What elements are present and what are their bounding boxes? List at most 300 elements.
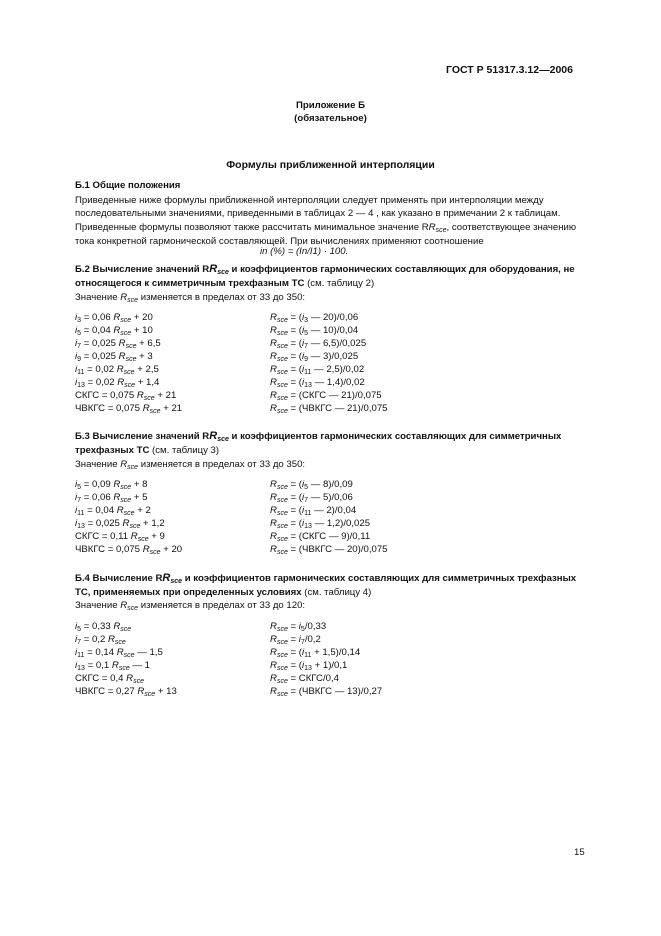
harmonic-order: 13: [304, 382, 312, 389]
offset: + 20: [131, 312, 153, 323]
formula-line: [270, 634, 382, 647]
sce-sub: sce: [123, 510, 135, 517]
var-symbol: i: [75, 325, 78, 336]
coef: = 0,04: [84, 505, 117, 516]
rhs: — 6,5)/0,025: [308, 338, 367, 349]
coef: = 0,1: [84, 660, 112, 671]
coef: = 0,06: [81, 312, 114, 323]
coef: = 0,4: [99, 673, 127, 684]
var-symbol: i: [301, 647, 305, 658]
b2-heading-a: Б.2 Вычисление значений R: [75, 264, 210, 275]
lhs: = (: [287, 338, 302, 349]
harmonic-order: 7: [77, 497, 82, 504]
r-symbol: R: [118, 351, 126, 362]
r-symbol: R: [270, 312, 277, 323]
r-symbol: R: [270, 621, 277, 632]
r-symbol: R: [142, 403, 150, 414]
rhs: — 10)/0,04: [308, 325, 359, 336]
b3-heading-b: и коэффициентов гармонических составляющих для симметричных трехфазных ТС: [75, 431, 562, 456]
harmonic-order: 7: [304, 497, 309, 504]
formula-line: [75, 647, 177, 660]
formula-in: [260, 246, 348, 257]
sce-sub: sce: [276, 665, 288, 672]
var-symbol: i: [75, 660, 78, 671]
coef: = 0,025: [84, 518, 123, 529]
sce-sub: sce: [276, 497, 288, 504]
harmonic-order: 7: [304, 343, 309, 350]
r-symbol: R: [120, 292, 128, 303]
b3-heading-ref: (см. таблицу 3): [149, 445, 220, 456]
offset: + 13: [155, 686, 177, 697]
sce-sub: sce: [120, 484, 132, 491]
lhs: = (: [287, 647, 302, 658]
formula-line: [75, 479, 182, 492]
formula-line: [270, 660, 382, 673]
sce-sub: sce: [123, 652, 135, 659]
formula-line: [75, 518, 182, 531]
formula-line: [270, 531, 388, 544]
formula-line: [75, 390, 182, 403]
sce-sub: sce: [276, 691, 288, 698]
sce-sub: sce: [276, 523, 288, 530]
lhs: = (: [287, 479, 302, 490]
b2-heading-b: и коэффициентов гармонических составляющих для оборудования, не относящегося к симметричным трехфазным ТС: [75, 264, 575, 289]
harmonic-order: 9: [304, 356, 309, 363]
rhs: = (ЧВКГС — 20)/0,075: [287, 544, 388, 555]
formula-line: [75, 686, 177, 699]
harmonic-order: 5: [300, 626, 305, 633]
coef: = 0,33: [81, 621, 114, 632]
coef: = 0,2: [81, 634, 108, 645]
offset: + 21: [160, 403, 183, 414]
lhs: =: [287, 621, 299, 632]
formula-line: [75, 660, 177, 673]
harmonic-order: 5: [304, 330, 309, 337]
lhs: = (: [287, 518, 302, 529]
sce-sub: sce: [276, 369, 288, 376]
harmonic-order: 5: [77, 626, 82, 633]
rhs: — 3)/0,025: [308, 351, 359, 362]
offset: + 2: [134, 505, 151, 516]
formula-line: [75, 673, 177, 686]
r-symbol: R: [118, 338, 126, 349]
formula-line: [270, 364, 388, 377]
formula-line: [75, 325, 182, 338]
var-symbol: i: [75, 634, 78, 645]
var-symbol: i: [301, 377, 305, 388]
r-symbol: R: [136, 390, 144, 401]
harmonic-order: 9: [77, 356, 82, 363]
sce-sub: sce: [127, 605, 139, 612]
section-b1-p2: [75, 221, 588, 249]
harmonic-order: 5: [77, 330, 82, 337]
offset: — 1: [129, 660, 150, 671]
value-word: Значение: [75, 459, 118, 470]
sce-sub: sce: [276, 652, 288, 659]
formula-line: [270, 505, 388, 518]
formula-line: [75, 621, 177, 634]
offset: + 2,5: [134, 364, 159, 375]
r-symbol: R: [116, 505, 124, 516]
b4-heading-b: и коэффициентов гармонических составляющих для симметричных трехфазных ТС, применяемых при определенных условиях: [75, 573, 577, 598]
sce-sub: sce: [276, 639, 288, 646]
harmonic-order: 11: [304, 510, 312, 517]
b3-heading-a: Б.3 Вычисление значений R: [75, 431, 210, 442]
var-symbol: i: [298, 621, 301, 632]
section-b1-p1: [75, 194, 588, 221]
harmonic-order: 5: [77, 484, 82, 491]
r-symbol: R: [270, 390, 277, 401]
appendix-title: Приложение Б: [296, 100, 365, 111]
sce-sub: sce: [120, 330, 132, 337]
var-symbol: i: [75, 338, 78, 349]
formula-line: [75, 312, 182, 325]
var-symbol: i: [75, 518, 78, 529]
sce-sub: sce: [124, 382, 136, 389]
formula-line: [270, 544, 388, 557]
r-symbol: R: [270, 673, 277, 684]
formula-line: [270, 492, 388, 505]
r-symbol: R: [162, 572, 171, 584]
var-symbol: i: [301, 325, 305, 336]
offset: — 1,5: [134, 647, 163, 658]
r-symbol: R: [270, 660, 277, 671]
var-symbol: i: [75, 479, 78, 490]
b4-heading-a: Б.4 Вычисление R: [75, 573, 163, 584]
formula-line: [270, 312, 388, 325]
var-symbol: i: [75, 351, 78, 362]
r-symbol: R: [113, 621, 121, 632]
formula-line: [75, 403, 182, 416]
sce-sub: sce: [276, 536, 288, 543]
rhs: — 8)/0,09: [308, 479, 353, 490]
rhs: — 5)/0,06: [308, 492, 353, 503]
harmonic-order: 11: [304, 369, 312, 376]
var-symbol: СКГС: [75, 673, 100, 684]
formula-line: [75, 544, 182, 557]
formula-line: [270, 621, 382, 634]
lhs: = (: [287, 660, 302, 671]
r-symbol: R: [116, 364, 124, 375]
rhs: — 1,4)/0,02: [311, 377, 365, 388]
r-symbol: R: [270, 544, 277, 555]
offset: + 5: [131, 492, 148, 503]
sce-sub: sce: [120, 626, 132, 633]
sce-sub: sce: [144, 691, 156, 698]
b4-formulas-left: [75, 621, 177, 699]
offset: + 8: [131, 479, 148, 490]
var-symbol: i: [75, 647, 78, 658]
sce-sub: sce: [143, 395, 155, 402]
b3-formulas-right: [270, 479, 388, 557]
r-symbol: R: [126, 673, 134, 684]
sce-sub: sce: [127, 297, 139, 304]
b1-p2b: , соответствующее значению тока конкретной гармонической составляющей. При вычислениях применяют соотношение: [75, 222, 577, 248]
offset: + 3: [136, 351, 153, 362]
r-symbol: R: [137, 686, 145, 697]
r-symbol: R: [270, 479, 277, 490]
r-symbol: R: [270, 364, 277, 375]
lhs: = (: [287, 377, 302, 388]
harmonic-order: 7: [77, 639, 82, 646]
sce-sub: sce: [276, 317, 288, 324]
formula-line: [75, 634, 177, 647]
b2-range-text: изменяется в пределах от 33 до 350:: [140, 292, 306, 303]
formula-line: [270, 351, 388, 364]
harmonic-order: 13: [77, 382, 85, 389]
value-word: Значение: [75, 600, 118, 611]
b3-formulas-left: [75, 479, 182, 557]
formula-line: [270, 686, 382, 699]
var-symbol: i: [298, 634, 301, 645]
lhs: = (: [287, 492, 302, 503]
formula-line: [75, 505, 182, 518]
formula-line: [75, 377, 182, 390]
sce-sub: sce: [276, 626, 288, 633]
r-symbol: R: [270, 647, 277, 658]
sce-sub: sce: [217, 436, 229, 443]
coef: = 0,075: [105, 403, 143, 414]
b4-range-text: изменяется в пределах от 33 до 120:: [140, 600, 306, 611]
sce-sub: sce: [129, 523, 141, 530]
b3-range: [75, 459, 305, 470]
sce-sub: sce: [125, 356, 137, 363]
b2-range: [75, 292, 305, 303]
sce-sub: sce: [120, 497, 132, 504]
r-symbol: R: [270, 403, 277, 414]
var-symbol: i: [301, 492, 305, 503]
sce-sub: sce: [133, 678, 144, 685]
harmonic-order: 11: [77, 369, 85, 376]
coef: = 0,075: [105, 544, 143, 555]
sce-sub: sce: [123, 369, 135, 376]
harmonic-order: 7: [300, 639, 305, 646]
sce-sub: sce: [276, 408, 288, 415]
var-symbol: i: [301, 312, 305, 323]
rhs: = (СКГС — 21)/0,075: [287, 390, 382, 401]
section-b4-heading: [75, 572, 588, 599]
formula-line: [270, 403, 388, 416]
r-symbol: R: [270, 377, 277, 388]
offset: + 1,2: [140, 518, 165, 529]
offset: + 21: [154, 390, 177, 401]
formula-line: [75, 338, 182, 351]
harmonic-order: 3: [77, 317, 82, 324]
offset: + 20: [160, 544, 183, 555]
rhs: — 20)/0,06: [308, 312, 359, 323]
harmonic-order: 7: [77, 343, 82, 350]
harmonic-order: 5: [304, 484, 309, 491]
sce-sub: sce: [149, 408, 161, 415]
r-symbol: R: [270, 518, 277, 529]
offset: + 6,5: [136, 338, 161, 349]
r-symbol: R: [270, 505, 277, 516]
b4-heading-ref: (см. таблицу 4): [301, 587, 372, 598]
sce-sub: sce: [149, 549, 161, 556]
r-symbol: R: [270, 325, 277, 336]
r-symbol: R: [117, 377, 125, 388]
value-word: Значение: [75, 292, 118, 303]
sce-sub: sce: [120, 317, 132, 324]
rhs: = (СКГС — 9)/0,11: [287, 531, 371, 542]
formula-line: [270, 338, 388, 351]
r-symbol: R: [270, 338, 277, 349]
rhs: /0,33: [304, 621, 327, 632]
var-symbol: i: [301, 479, 305, 490]
formula-line: [270, 377, 388, 390]
r-symbol: R: [113, 312, 121, 323]
page-number: 15: [574, 847, 585, 858]
harmonic-order: 3: [304, 317, 309, 324]
coef: = 0,09: [81, 479, 114, 490]
rhs: + 1,5)/0,14: [311, 647, 361, 658]
var-symbol: i: [301, 505, 305, 516]
offset: + 1,4: [135, 377, 160, 388]
sce-sub: sce: [435, 227, 447, 234]
r-symbol: R: [270, 531, 277, 542]
r-symbol: R: [270, 634, 277, 645]
sce-sub: sce: [276, 330, 288, 337]
r-symbol: R: [120, 459, 128, 470]
harmonic-order: 13: [77, 665, 85, 672]
coef: = 0,025: [81, 338, 119, 349]
rhs: + 1)/0,1: [311, 660, 348, 671]
var-symbol: i: [301, 364, 305, 375]
var-symbol: i: [75, 621, 78, 632]
coef: = 0,11: [99, 531, 131, 542]
coef: = 0,075: [99, 390, 137, 401]
lhs: = (: [287, 351, 302, 362]
sce-sub: sce: [276, 395, 288, 402]
var-symbol: ЧВКГС: [75, 686, 106, 697]
r-symbol: R: [270, 686, 277, 697]
r-symbol: R: [113, 479, 121, 490]
doc-number: ГОСТ Р 51317.3.12—2006: [446, 64, 573, 76]
rhs: = (ЧВКГС — 21)/0,075: [287, 403, 388, 414]
harmonic-order: 11: [77, 510, 85, 517]
coef: = 0,04: [81, 325, 114, 336]
var-symbol: ЧВКГС: [75, 544, 106, 555]
section-b3-heading: [75, 430, 588, 457]
r-symbol: R: [209, 263, 218, 275]
coef: = 0,06: [81, 492, 114, 503]
lhs: = (: [287, 505, 302, 516]
offset: + 10: [131, 325, 153, 336]
sce-sub: sce: [137, 536, 149, 543]
var-symbol: i: [75, 312, 78, 323]
r-symbol: R: [270, 492, 277, 503]
formula-line: [270, 673, 382, 686]
sce-sub: sce: [114, 639, 126, 646]
var-symbol: i: [75, 505, 78, 516]
harmonic-order: 13: [77, 523, 85, 530]
formula-line: [75, 492, 182, 505]
appendix-status: (обязательное): [294, 113, 367, 124]
lhs: = (: [287, 325, 302, 336]
formula-line: [270, 479, 388, 492]
var-symbol: i: [301, 660, 305, 671]
formula-text: in (%) = (In/I1) · 100.: [260, 246, 349, 257]
formula-line: [75, 351, 182, 364]
var-symbol: СКГС: [75, 390, 100, 401]
harmonic-order: 13: [304, 523, 312, 530]
formula-line: [75, 531, 182, 544]
formula-line: [270, 647, 382, 660]
var-symbol: i: [75, 492, 78, 503]
sce-sub: sce: [276, 549, 288, 556]
b1-p1-text: Приведенные ниже формулы приближенной интерполяции следует применять при интерполяции между последовательными значениями, приведенными в таблицах 2 — 4 , как указано в примечании 2 к таблицам.: [75, 195, 561, 220]
r-symbol: R: [111, 660, 119, 671]
offset: + 9: [148, 531, 165, 542]
r-symbol: R: [107, 634, 115, 645]
section-b2-heading: [75, 263, 588, 290]
coef: = 0,025: [81, 351, 119, 362]
sce-sub: sce: [276, 356, 288, 363]
r-symbol: R: [130, 531, 138, 542]
rhs: — 2,5)/0,02: [311, 364, 365, 375]
var-symbol: СКГС: [75, 531, 100, 542]
coef: = 0,02: [84, 364, 117, 375]
lhs: =: [287, 634, 299, 645]
main-title: Формулы приближенной интерполяции: [226, 159, 435, 171]
r-symbol: R: [120, 600, 128, 611]
sce-sub: sce: [276, 343, 288, 350]
rhs: — 2)/0,04: [311, 505, 357, 516]
harmonic-order: 13: [304, 665, 312, 672]
sce-sub: sce: [276, 678, 288, 685]
r-symbol: R: [113, 325, 121, 336]
rhs: — 1,2)/0,025: [311, 518, 371, 529]
b4-formulas-right: [270, 621, 382, 699]
harmonic-order: 11: [304, 652, 312, 659]
coef: = 0,02: [84, 377, 118, 388]
r-symbol: R: [116, 647, 124, 658]
harmonic-order: 11: [77, 652, 85, 659]
formula-line: [270, 518, 388, 531]
lhs: = (: [287, 364, 302, 375]
b2-heading-ref: (см. таблицу 2): [304, 278, 375, 289]
coef: = 0,14: [84, 647, 117, 658]
b2-formulas-left: [75, 312, 182, 416]
sce-sub: sce: [217, 269, 229, 276]
rhs: = (ЧВКГС — 13)/0,27: [287, 686, 383, 697]
section-b1-heading: Б.1 Общие положения: [75, 180, 181, 191]
r-symbol: R: [209, 430, 218, 442]
b1-p2a: Приведенные формулы позволяют также рассчитать минимальное значение R: [75, 222, 429, 233]
var-symbol: i: [75, 377, 78, 388]
b3-range-text: изменяется в пределах от 33 до 350:: [140, 459, 306, 470]
sce-sub: sce: [276, 484, 288, 491]
sce-sub: sce: [127, 464, 139, 471]
b4-range: [75, 600, 305, 611]
sce-sub: sce: [170, 578, 183, 585]
r-symbol: R: [113, 492, 121, 503]
rhs: = СКГС/0,4: [287, 673, 339, 684]
formula-line: [270, 325, 388, 338]
sce-sub: sce: [125, 343, 137, 350]
formula-line: [270, 390, 388, 403]
coef: = 0,27: [105, 686, 138, 697]
lhs: = (: [287, 312, 302, 323]
formula-line: [75, 364, 182, 377]
r-symbol: R: [142, 544, 150, 555]
sce-sub: sce: [276, 510, 288, 517]
var-symbol: i: [301, 518, 305, 529]
var-symbol: i: [301, 351, 305, 362]
var-symbol: i: [301, 338, 305, 349]
var-symbol: ЧВКГС: [75, 403, 106, 414]
var-symbol: i: [75, 364, 78, 375]
